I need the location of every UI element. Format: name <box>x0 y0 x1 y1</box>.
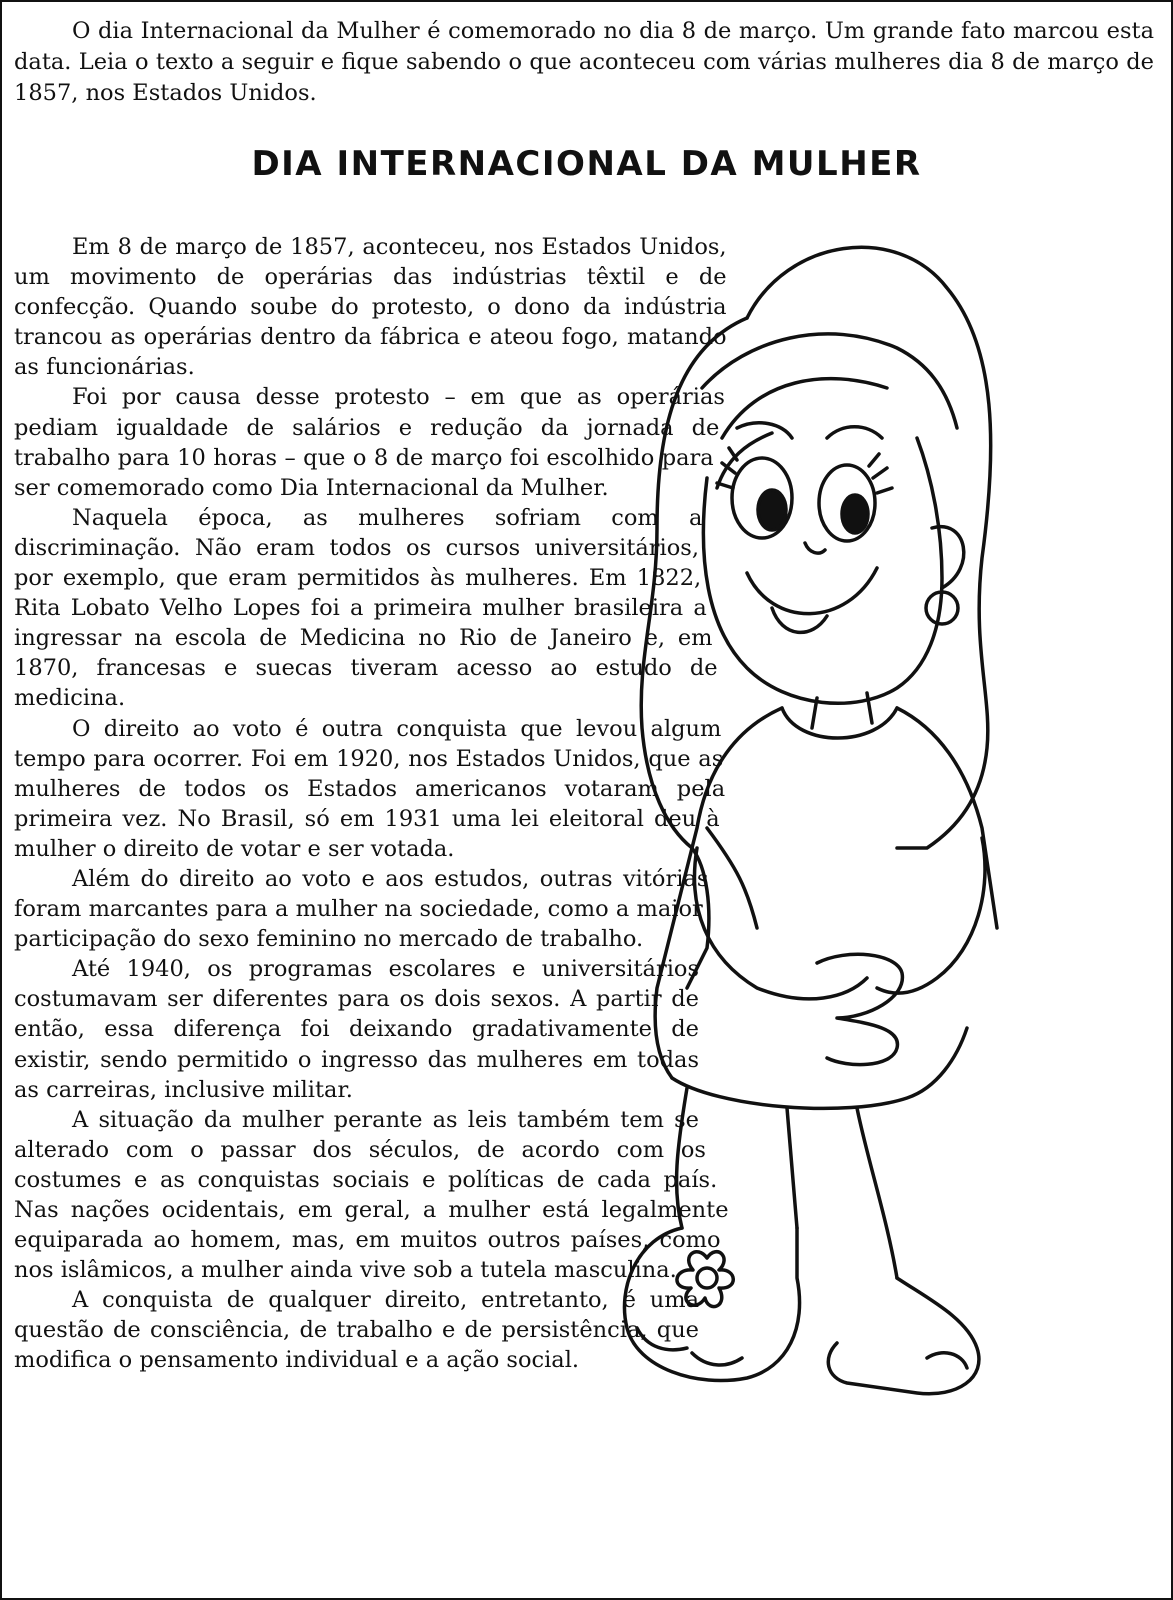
article-paragraph: Em 8 de março de 1857, aconteceu, nos Estados Unidos, um movimento de operárias das indústrias têxtil e de confecção. Quando soube do protesto, o dono da indústria trancou as operárias dentro da fábrica e ateou fogo, matando as funcionárias. <box>14 234 727 381</box>
arm-right <box>877 838 985 993</box>
girl-illustration <box>597 228 1017 1438</box>
article-paragraph: A situação da mulher perante as leis também tem se alterado com o passar dos séculos, de acordo com os costumes e as conquistas sociais e políticas de cada país. Nas nações ocidentais, em geral, a mulher está legalmente equiparada ao homem, mas, em muitos outros países, como nos islâmicos, a mulher ainda vive sob a tutela masculina. <box>14 1106 729 1284</box>
intro-paragraph: O dia Internacional da Mulher é comemorado no dia 8 de março. Um grande fato marcou esta data. Leia o texto a seguir e fique sabendo o que aconteceu com várias mulheres dia 8 de março de 1857, nos Estados Unidos. <box>14 18 1154 106</box>
left-shoe <box>624 1228 799 1381</box>
neck <box>812 693 872 728</box>
nose <box>805 543 825 553</box>
mouth <box>747 568 877 614</box>
article-paragraph: Naquela época, as mulheres sofriam com a discriminação. Não eram todos os cursos universitários, por exemplo, que eram permitidos às mulheres. Em 1822, Rita Lobato Velho Lopes foi a primeira mulher brasileira a ingressar na escola de Medicina no Rio de Janeiro e, em 1870, francesas e suecas tiveram acesso ao estudo de medicina. <box>14 504 718 712</box>
leg-right <box>857 1108 897 1278</box>
right-shoe <box>828 1278 979 1394</box>
article-paragraph: A conquista de qualquer direito, entretanto, é uma questão de consciência, de trabalho e de persistência, que modifica o pensamento individual e a ação social. <box>14 1287 699 1374</box>
collar <box>782 708 897 738</box>
article-paragraph: Foi por causa desse protesto – em que as operárias pediam igualdade de salários e redução da jornada de trabalho para 10 horas – que o 8 de março foi escolhido para ser comemorado como Dia Internacional da Mulher. <box>14 384 725 501</box>
girl-drawing <box>597 228 1017 1438</box>
sleeve <box>707 828 757 928</box>
page-title: DIA INTERNACIONAL DA MULHER <box>251 144 922 184</box>
right-pupil <box>842 495 868 533</box>
arm-left <box>695 848 868 999</box>
shoe-toes <box>637 1328 742 1365</box>
article-paragraph: Até 1940, os programas escolares e universitários costumavam ser diferentes para os dois sexos. A partir de então, essa diferença foi deixando gradativamente de existir, sendo permitido o ingresso das mulheres em todas as carreiras, inclusive militar. <box>14 956 699 1103</box>
article-paragraph: O direito ao voto é outra conquista que levou algum tempo para ocorrer. Foi em 1920, nos Estados Unidos, que as mulheres de todos os Estados americanos votaram pela primeira vez. No Brasil, só em 1931 uma lei eleitoral deu à mulher o direito de votar e ser votada. <box>14 715 726 862</box>
shoe-flower-petals <box>677 1252 733 1307</box>
right-eyebrow <box>827 427 882 438</box>
left-pupil <box>758 490 786 530</box>
shoe-flower-center <box>697 1268 717 1288</box>
ear <box>932 527 964 588</box>
article-paragraph: Além do direito ao voto e aos estudos, outras vitórias foram marcantes para a mulher na sociedade, como a maior participação do sexo feminino no mercado de trabalho. <box>14 865 709 953</box>
face-outline <box>703 438 942 703</box>
skirt <box>672 1028 967 1108</box>
leg-left <box>677 1088 687 1228</box>
hands <box>817 954 902 1064</box>
